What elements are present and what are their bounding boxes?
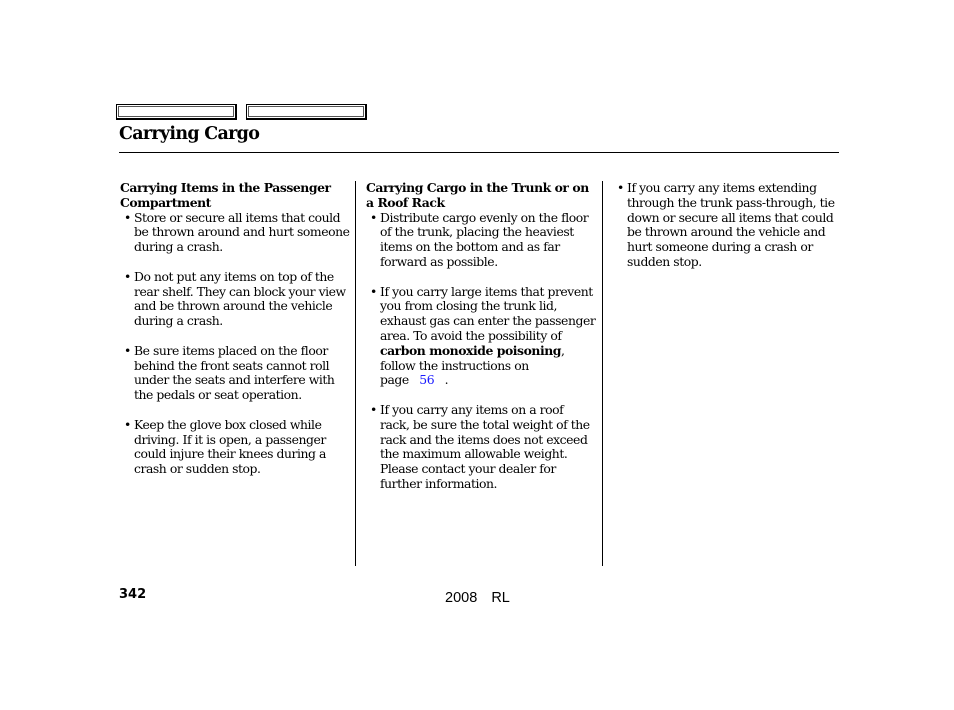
column-pass-through: [613, 181, 841, 285]
page-title: Carrying Cargo: [119, 124, 260, 144]
list-item: [366, 403, 596, 492]
page-number: 342: [119, 587, 147, 602]
column-divider-2: [602, 181, 603, 566]
bullet-icon: •: [370, 283, 377, 299]
bullet-icon: •: [124, 416, 131, 432]
list-item-text: If you carry any items extending through the trunk pass-through, tie down or secure all items that could be thrown around the vehicle and hurt someone during a crash or sudden stop.: [627, 180, 835, 269]
list-item: [613, 181, 841, 270]
nav-button-previous-frame: [118, 106, 234, 117]
list-item-text-continued: , follow the instructions on page: [380, 342, 565, 388]
list-item-text: If you carry any items on a roof rack, be sure the total weight of the rack and the items does not exceed the maximum allowable weight. Please contact your dealer for further information.: [380, 401, 590, 491]
list-item-text: Store or secure all items that could be thrown around and hurt someone during a crash.: [134, 209, 350, 255]
section-heading: Carrying Items in the Passenger Compartment: [120, 180, 331, 210]
warning-term: carbon monoxide poisoning: [380, 342, 561, 358]
nav-button-next[interactable]: [246, 104, 367, 120]
bullet-icon: •: [370, 401, 377, 417]
list-item: [366, 285, 596, 389]
column-passenger-compartment: [120, 181, 352, 492]
column-trunk-roof-rack: [366, 181, 596, 507]
footer-model: 2008 RL: [445, 590, 510, 606]
list-item: [120, 344, 352, 403]
title-divider: [119, 152, 839, 153]
bullet-icon: •: [124, 342, 131, 358]
list-item-text: Be sure items placed on the floor behind the front seats cannot roll under the seats and interfere with the pedals or seat operation.: [134, 342, 335, 403]
section-heading: Carrying Cargo in the Trunk or on a Roof Rack: [366, 180, 589, 210]
bullet-icon: •: [617, 180, 624, 195]
list-item-text: Do not put any items on top of the rear shelf. They can block your view and be thrown around the vehicle during a crash.: [134, 268, 346, 329]
nav-button-next-frame: [248, 106, 364, 117]
nav-button-previous[interactable]: [116, 104, 237, 120]
list-item-end: .: [444, 372, 449, 388]
list-item: [366, 211, 596, 270]
list-item: [120, 418, 352, 477]
list-item-text: Keep the glove box closed while driving. If it is open, a passenger could injure their knees during a crash or sudden stop.: [134, 416, 326, 477]
bullet-icon: •: [124, 209, 131, 225]
list-item-text: If you carry large items that prevent you from closing the trunk lid, exhaust gas can enter the passenger area. To avoid the possibility of: [380, 283, 596, 343]
list-item: [120, 270, 352, 329]
column-divider-1: [355, 181, 356, 566]
list-item-text: Distribute cargo evenly on the floor of the trunk, placing the heaviest items on the bottom and as far forward as possible.: [380, 209, 589, 269]
page-reference-link[interactable]: 56: [419, 372, 435, 388]
bullet-icon: •: [370, 209, 377, 225]
bullet-icon: •: [124, 268, 131, 284]
list-item: [120, 211, 352, 255]
